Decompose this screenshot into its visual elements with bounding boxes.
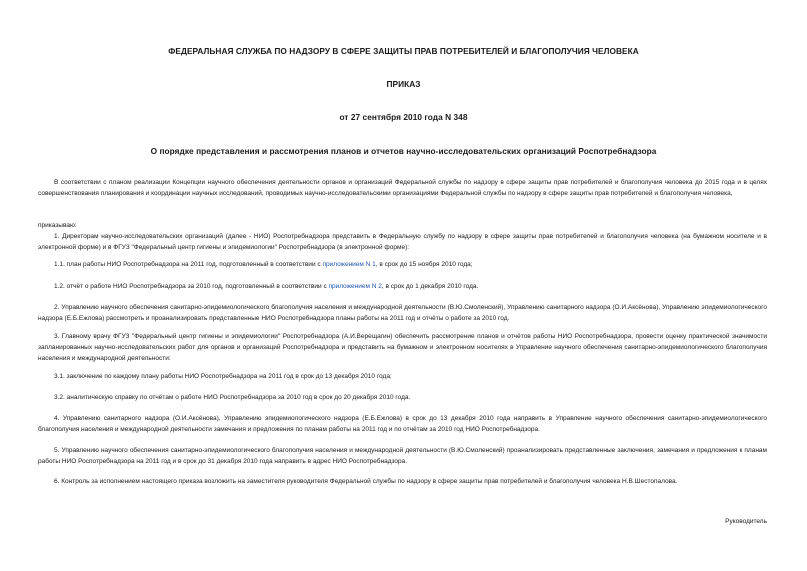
appendix-1-link[interactable]: приложением N 1: [322, 261, 376, 268]
doc-date-number: от 27 сентября 2010 года N 348: [339, 112, 468, 122]
paragraph-5: 5. Управлению научного обеспечения санитарно-эпидемиологического благополучия населения и международной деятельности (В.Ю.Смоленский) проанализировать представленные заключения, замечания и предложения к планам работы НИО Роспотребнадзора на 2011 год и в срок до 31 декабря 2010 года направить в адрес НИО Роспотребнадзора.: [38, 447, 767, 465]
paragraph-1-2-text-after: , в срок до 1 декабря 2010 года.: [381, 283, 479, 290]
paragraph-4: 4. Управлению санитарного надзора (О.И.Аксёнова), Управлению эпидемиологического надзора (Е.Б.Ежлова) в срок до 13 декабря 2010 года направить в Управление научного обеспечения санитарно-эпидемиологического благополучия населения и международной деятельности замечания и предложения по планам работы на 2011 год и по отчётам за 2010 год НИО Роспотребнадзора.: [38, 415, 767, 433]
preamble-paragraph: В соответствии с планом реализации Концепции научного обеспечения деятельности органов и организаций Федеральной службы по надзору в сфере защиты прав потребителей и благополучия человека до 2015 года и в целях совершенствования планирования и координации научных исследований, проводимых научно-исследовательскими организациями Федеральной службы по надзору в сфере защиты прав потребителей и благополучия человека,: [38, 179, 767, 197]
paragraph-1-2: [38, 281, 767, 292]
paragraph-6: 6. Контроль за исполнением настоящего приказа возложить на заместителя руководителя Федеральной службы по надзору в сфере защиты прав потребителей и благополучия человека Н.В.Шестопалова.: [54, 478, 678, 485]
doc-type: ПРИКАЗ: [386, 79, 421, 89]
signature-title: Руководитель: [725, 518, 767, 525]
order-word: приказываю:: [38, 222, 77, 229]
paragraph-1: 1. Директорам научно-исследовательских организаций (далее - НИО) Роспотребнадзора представить в Федеральную службу по надзору в сфере защиты прав потребителей и благополучия человека (на бумажном носителе и в электронной форме) и в ФГУЗ "Федеральный центр гигиены и эпидемиологии" Роспотребнадзора (в электронной форме):: [38, 233, 767, 251]
paragraph-1-1-text-after: , в срок до 15 ноября 2010 года;: [375, 261, 473, 268]
paragraph-3-1: 3.1. заключение по каждому плану работы НИО Роспотребнадзора на 2011 год в срок до 13 декабря 2010 года;: [54, 373, 392, 380]
doc-subject: О порядке представления и рассмотрения планов и отчетов научно-исследовательских организаций Роспотребнадзора: [150, 146, 657, 156]
paragraph-3-2: 3.2. аналитическую справку по отчётам о работе НИО Роспотребнадзора за 2010 год в срок до 20 декабря 2010 года.: [54, 394, 411, 401]
agency-title: ФЕДЕРАЛЬНАЯ СЛУЖБА ПО НАДЗОРУ В СФЕРЕ ЗАЩИТЫ ПРАВ ПОТРЕБИТЕЛЕЙ И БЛАГОПОЛУЧИЯ ЧЕЛОВЕКА: [168, 46, 639, 56]
appendix-2-link[interactable]: приложением N 2: [328, 283, 382, 290]
paragraph-3: 3. Главному врачу ФГУЗ "Федеральный центр гигиены и эпидемиологии" Роспотребнадзора (А.И.Верещагин) обеспечить рассмотрение планов и отчётов работы НИО Роспотребнадзора, провести оценку практической значимости запланированных научно-исследовательских работ для органов и организаций Роспотребнадзора и представить на бумажном и электронном носителях в Управление научного обеспечения санитарно-эпидемиологического благополучия населения и международной деятельности:: [38, 333, 767, 362]
paragraph-1-1-text-before: 1.1. план работы НИО Роспотребнадзора на 2011 год, подготовленный в соответствии с: [54, 261, 323, 268]
paragraph-2: 2. Управлению научного обеспечения санитарно-эпидемиологического благополучия населения и международной деятельности (В.Ю.Смоленский), Управлению санитарного надзора (О.И.Аксёнова), Управлению эпидемиологического надзора (Е.Б.Ежлова) рассмотреть и проанализировать представленные НИО Роспотребнадзора планы работы на 2011 год и отчёты о работе за 2010 год.: [38, 304, 767, 322]
paragraph-1-1: [38, 259, 767, 270]
paragraph-1-2-text-before: 1.2. отчёт о работе НИО Роспотребнадзора за 2010 год, подготовленный в соответствии с: [54, 283, 329, 290]
